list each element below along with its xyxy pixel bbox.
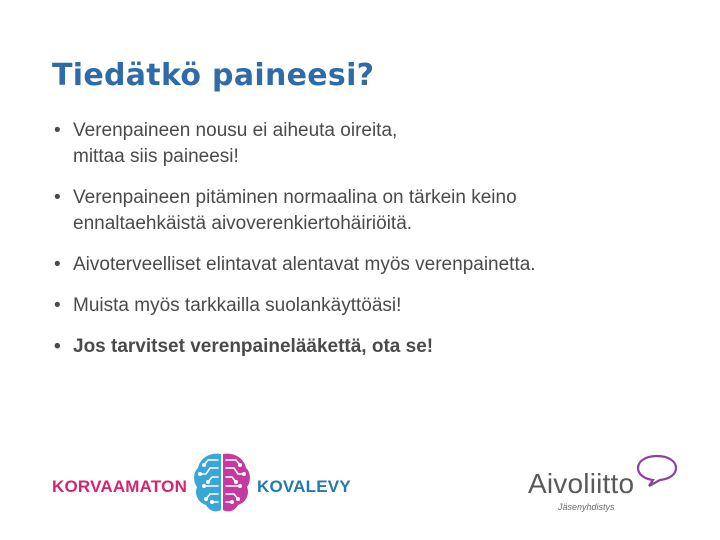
bullet-marker: • [54,120,61,141]
korvaamaton-kovalevy-logo [52,450,352,520]
bullet-text: Aivoterveelliset elintavat alentavat myös verenpainetta. [73,254,536,275]
bullet-marker: • [54,295,61,316]
bullet-text: Verenpaineen nousu ei aiheuta oireita, [73,120,398,141]
bullet-item [52,252,692,278]
bullet-marker: • [54,254,61,275]
bullet-marker: • [54,187,61,208]
aivoliitto-subtitle: Jäsenyhdistys [558,502,615,512]
bullet-text: Muista myös tarkkailla suolankäyttöäsi! [73,295,402,316]
bullet-item-emphasis [52,334,692,360]
bullet-text-line2: mittaa siis paineesi! [73,146,239,167]
brain-icon [190,450,254,516]
bullet-item [52,185,692,237]
bullet-item [52,118,692,170]
bullet-text: Verenpaineen pitäminen normaalina on tärkein keino [73,187,517,208]
bullet-text: Jos tarvitset verenpainelääkettä, ota se! [73,336,434,357]
aivoliitto-logo [524,452,694,518]
bullet-list [52,118,692,375]
bullet-marker: • [54,336,61,357]
bullet-item [52,293,692,319]
logo-word-kovalevy: KOVALEVY [257,477,351,496]
bullet-text-line2: ennaltaehkäistä aivoverenkiertohäiriöitä. [73,213,413,234]
logo-word-korvaamaton: KORVAAMATON [52,477,188,496]
speech-bubble-icon [634,452,680,488]
aivoliitto-wordmark: Aivoliitto [528,468,635,499]
slide-title: Tiedätkö paineesi? [52,58,375,93]
